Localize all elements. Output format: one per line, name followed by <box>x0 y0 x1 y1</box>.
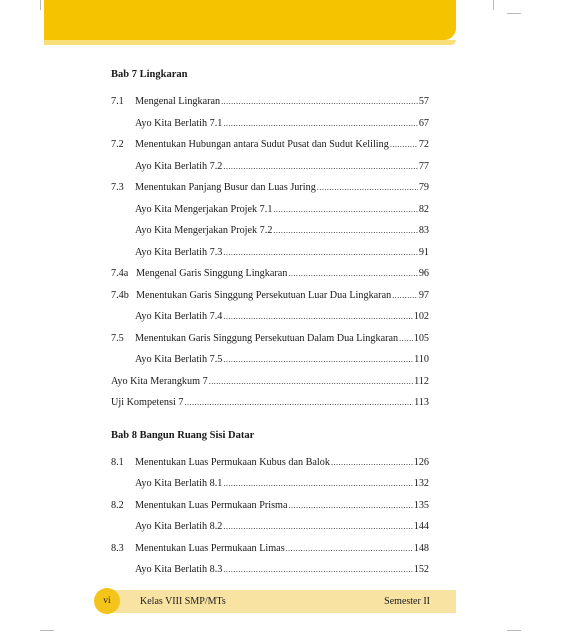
section-number: 7.3 <box>111 182 124 193</box>
page-ref: 132 <box>413 478 429 489</box>
entry-label: Ayo Kita Berlatih 7.3 <box>135 246 223 258</box>
page-ref: 67 <box>418 117 429 129</box>
section-number: 7.2 <box>111 139 124 150</box>
header-stripe <box>44 40 456 45</box>
toc-entry <box>111 91 429 113</box>
toc-entry <box>111 538 429 560</box>
toc-entry <box>111 134 429 156</box>
entry-label: Menentukan Luas Permukaan Prisma <box>135 499 288 511</box>
crop-mark <box>40 0 41 10</box>
dot-leader <box>223 473 412 495</box>
toc-entry <box>111 559 429 581</box>
entry-label: Uji Kompetensi 7 <box>111 397 184 408</box>
entry-label: Menentukan Luas Permukaan Limas <box>135 542 285 554</box>
dot-leader <box>331 452 413 474</box>
toc-entry <box>111 199 429 221</box>
toc-entry <box>111 452 429 474</box>
page-ref: 91 <box>418 246 429 258</box>
page-ref: 96 <box>418 268 429 279</box>
dot-leader <box>184 392 413 414</box>
entry-label: Mengenal Garis Singgung Lingkaran <box>136 268 288 279</box>
entry-label: Ayo Kita Berlatih 7.2 <box>135 160 223 172</box>
entry-label: Ayo Kita Berlatih 8.3 <box>135 564 223 575</box>
entry-label: Menentukan Garis Singgung Persekutuan Dalam Dua Lingkaran <box>135 332 399 344</box>
entry-label: Menentukan Garis Singgung Persekutuan Luar Dua Lingkaran <box>136 289 392 301</box>
dot-leader <box>273 199 417 221</box>
toc-entry <box>111 306 429 328</box>
page-ref: 72 <box>418 139 429 150</box>
page-ref: 83 <box>418 225 429 236</box>
footer-semester: Semester II <box>384 596 430 607</box>
toc-entry <box>111 328 429 350</box>
entry-label: Ayo Kita Berlatih 8.1 <box>135 478 223 489</box>
section-number: 7.4b <box>111 289 129 301</box>
chapter-title: Bab 7 Lingkaran <box>111 69 188 80</box>
dot-leader <box>223 306 412 328</box>
section-number: 7.1 <box>111 96 124 107</box>
table-of-contents <box>111 68 429 581</box>
entry-label: Menentukan Luas Permukaan Kubus dan Balok <box>135 456 330 468</box>
crop-mark <box>507 13 521 14</box>
page-ref: 113 <box>414 397 429 408</box>
page-ref: 148 <box>413 542 429 554</box>
dot-leader <box>209 371 413 393</box>
entry-label: Ayo Kita Berlatih 7.1 <box>135 117 223 129</box>
section-number: 8.3 <box>111 542 124 554</box>
dot-leader <box>288 263 417 285</box>
toc-entry <box>111 392 429 414</box>
section-entries <box>111 452 429 581</box>
header-band <box>44 0 456 40</box>
page-ref: 126 <box>413 456 429 468</box>
section-entries <box>111 91 429 414</box>
entry-label: Menentukan Hubungan antara Sudut Pusat dan Sudut Keliling <box>135 139 389 150</box>
page-ref: 105 <box>413 332 429 344</box>
dot-leader <box>390 134 418 156</box>
page-ref: 79 <box>418 182 429 193</box>
page-number: vi <box>94 588 120 614</box>
toc-entry <box>111 242 429 264</box>
dot-leader <box>223 242 417 264</box>
entry-label: Ayo Kita Berlatih 7.4 <box>135 311 223 322</box>
section-number: 7.5 <box>111 332 124 344</box>
dot-leader <box>223 516 412 538</box>
dot-leader <box>392 285 418 307</box>
crop-mark <box>507 630 521 631</box>
dot-leader <box>221 91 418 113</box>
page-ref: 77 <box>418 160 429 172</box>
crop-mark <box>40 630 54 631</box>
entry-label: Ayo Kita Merangkum 7 <box>111 375 208 387</box>
chapter-title: Bab 8 Bangun Ruang Sisi Datar <box>111 429 255 441</box>
dot-leader <box>223 113 417 135</box>
toc-entry <box>111 371 429 393</box>
dot-leader <box>273 220 417 242</box>
dot-leader <box>317 177 418 199</box>
footer-book-title: Kelas VIII SMP/MTs <box>140 596 226 607</box>
dot-leader <box>223 349 413 371</box>
toc-entry <box>111 285 429 307</box>
page-ref: 57 <box>418 96 429 107</box>
section-number: 7.4a <box>111 268 129 279</box>
dot-leader <box>223 156 417 178</box>
page-ref: 152 <box>413 564 429 575</box>
toc-entry <box>111 473 429 495</box>
entry-label: Ayo Kita Mengerjakan Projek 7.2 <box>135 225 273 236</box>
entry-label: Ayo Kita Berlatih 7.5 <box>135 354 223 365</box>
dot-leader <box>289 495 413 517</box>
page-ref: 135 <box>413 499 429 511</box>
dot-leader <box>286 538 413 560</box>
toc-entry <box>111 220 429 242</box>
entry-label: Mengenal Lingkaran <box>135 96 221 107</box>
page-ref: 144 <box>413 521 429 532</box>
toc-entry <box>111 263 429 285</box>
footer-bar <box>104 590 456 613</box>
page-ref: 110 <box>414 354 429 365</box>
toc-entry <box>111 113 429 135</box>
toc-entry <box>111 349 429 371</box>
toc-entry <box>111 177 429 199</box>
page-ref: 97 <box>418 289 429 301</box>
section-number: 8.2 <box>111 499 124 511</box>
page-ref: 112 <box>414 375 429 387</box>
page-ref: 82 <box>418 203 429 215</box>
entry-label: Ayo Kita Mengerjakan Projek 7.1 <box>135 203 273 215</box>
toc-entry <box>111 516 429 538</box>
entry-label: Menentukan Panjang Busur dan Luas Juring <box>135 182 316 193</box>
crop-mark <box>493 0 494 10</box>
dot-leader <box>223 559 412 581</box>
dot-leader <box>399 328 413 350</box>
toc-entry <box>111 495 429 517</box>
page-ref: 102 <box>413 311 429 322</box>
section-number: 8.1 <box>111 456 124 468</box>
toc-entry <box>111 156 429 178</box>
entry-label: Ayo Kita Berlatih 8.2 <box>135 521 223 532</box>
